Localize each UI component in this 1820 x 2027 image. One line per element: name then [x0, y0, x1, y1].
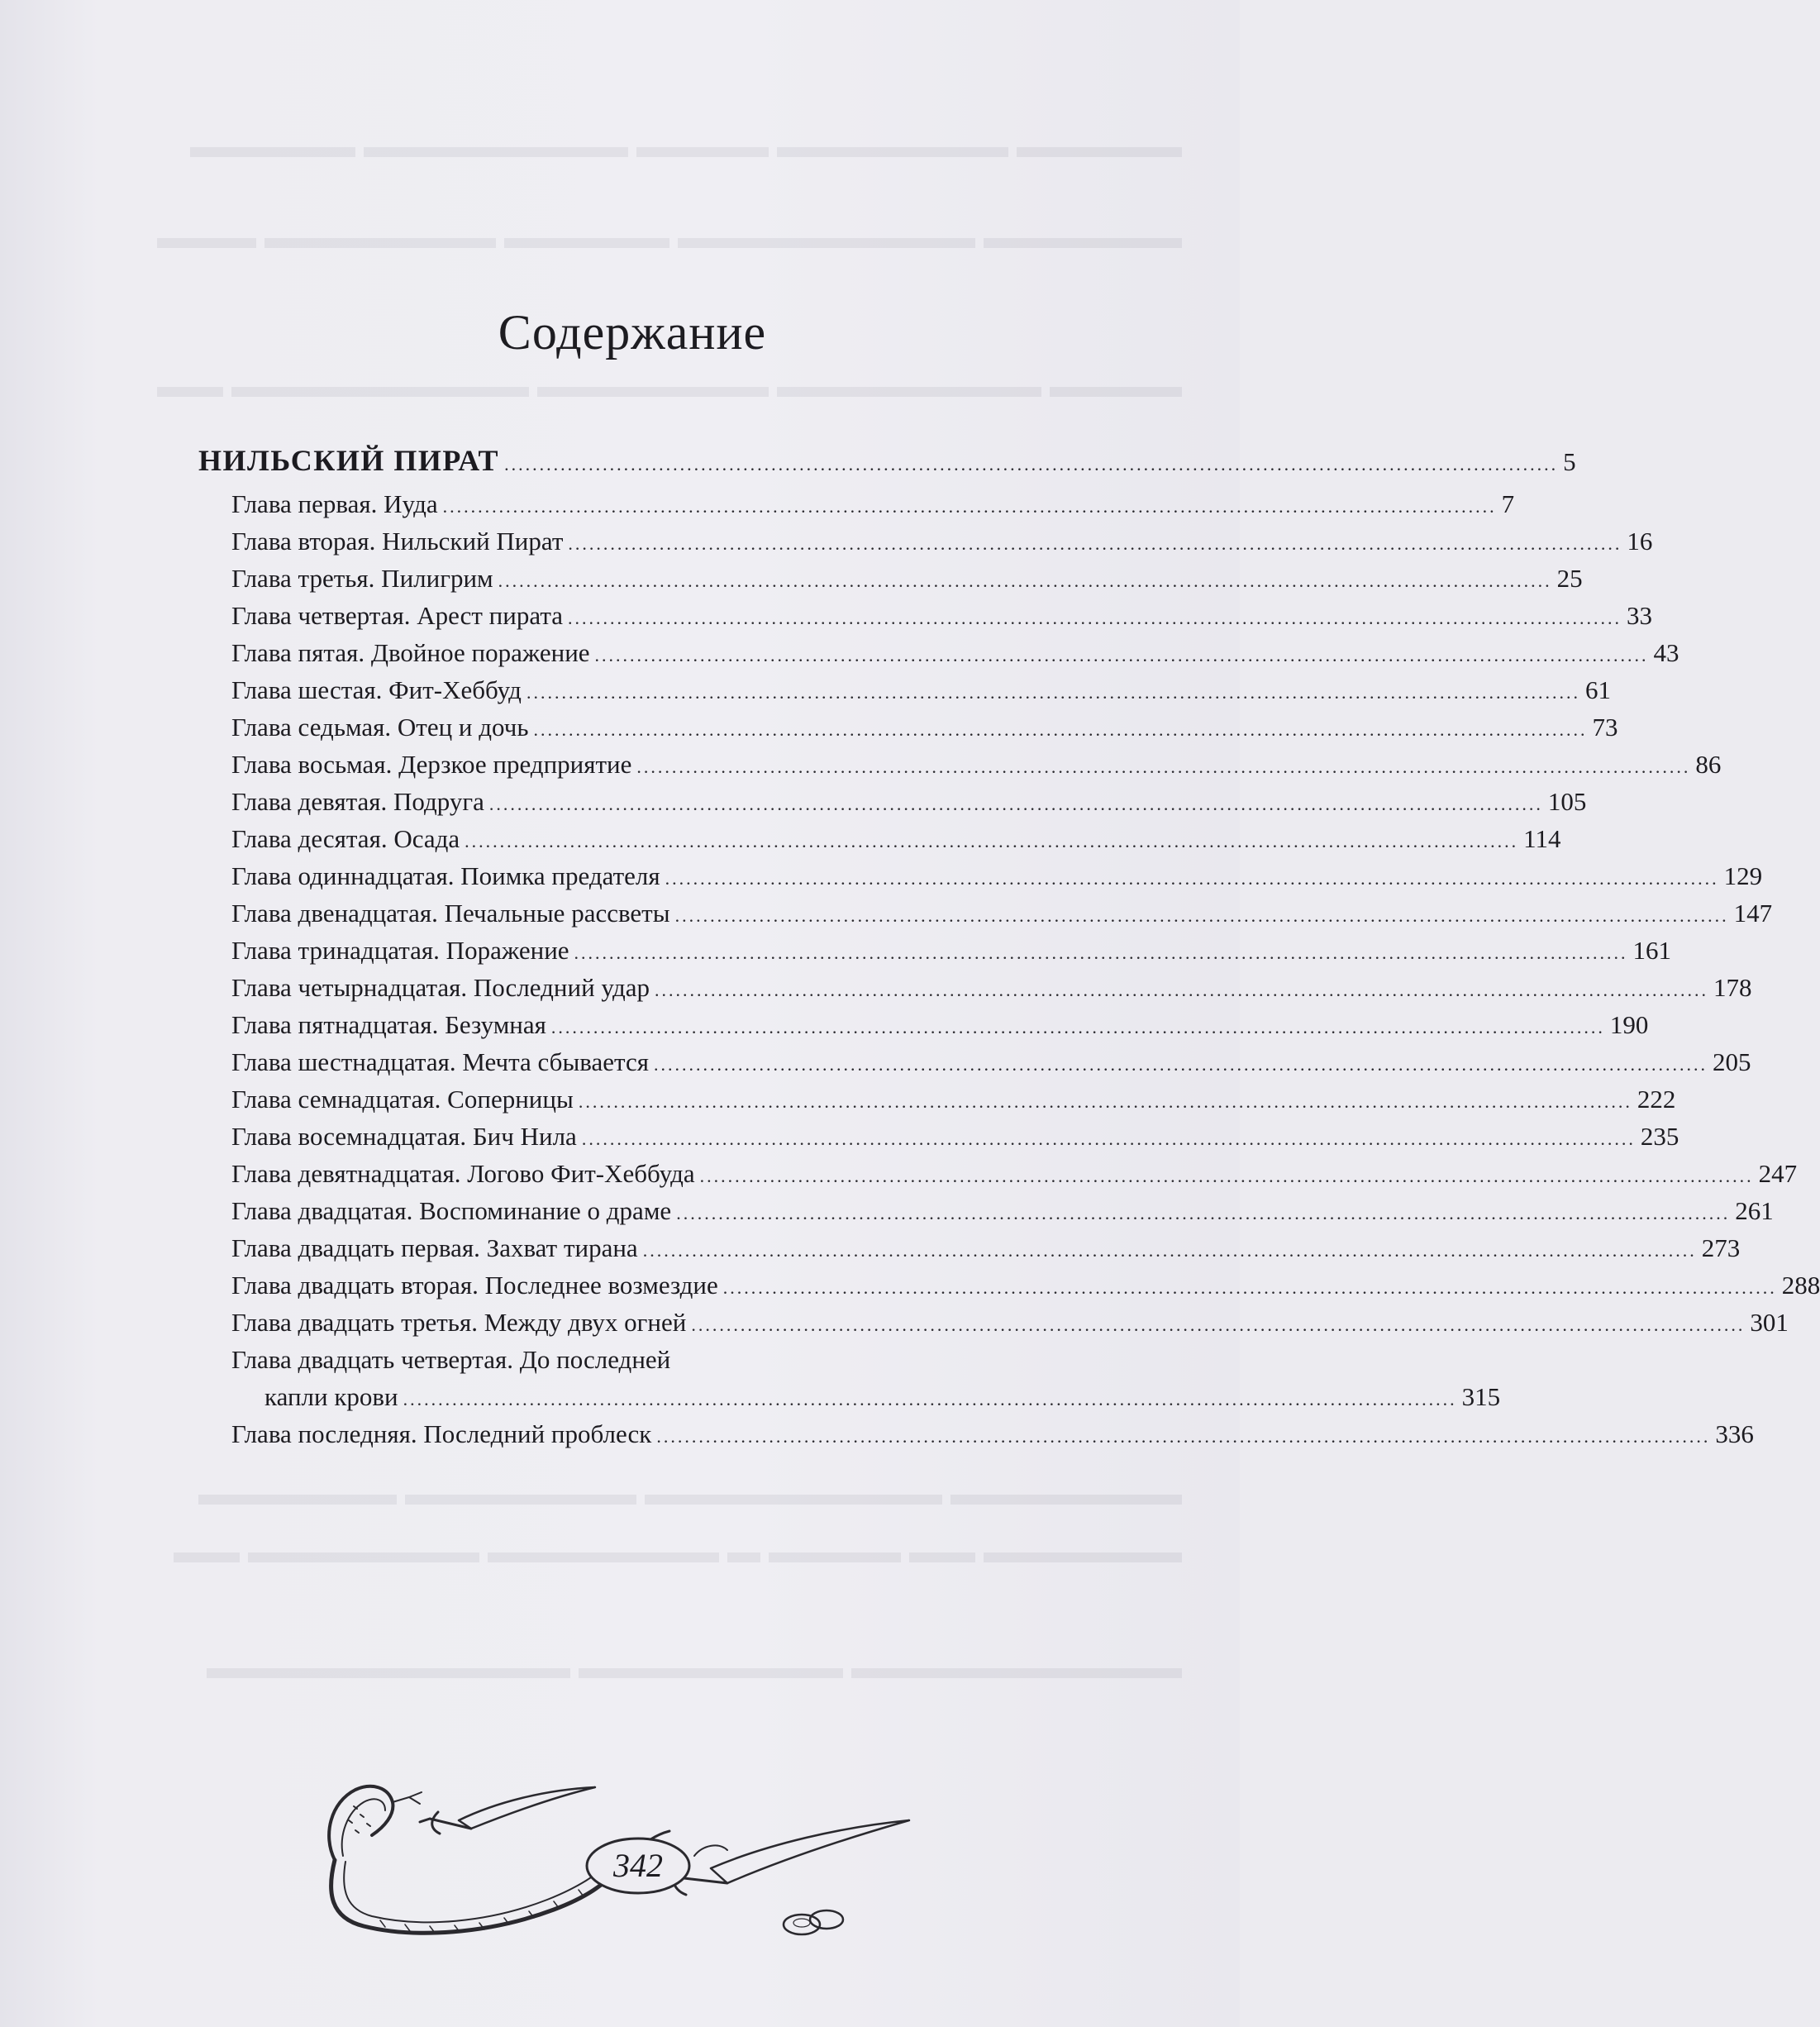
chapter-title: Глава десятая. Осада — [231, 824, 460, 853]
dot-leader: ...................................................................................................................................................... — [465, 831, 1519, 851]
page-number: 61 — [1584, 675, 1611, 704]
chapter-title: Глава пятая. Двойное поражение — [231, 638, 590, 667]
dot-leader: ...................................................................................................................................................... — [533, 719, 1588, 740]
page-number: 129 — [1723, 861, 1763, 890]
chapter-title: Глава двадцать вторая. Последнее возмездие — [231, 1271, 718, 1300]
dot-leader: ...................................................................................................................................................... — [568, 608, 1622, 628]
page-number: 33 — [1627, 601, 1653, 630]
dot-leader: ...................................................................................................................................................... — [550, 1017, 1605, 1037]
chapter-title: Глава двенадцатая. Печальные рассветы — [231, 899, 670, 928]
page-number: 7 — [1501, 489, 1515, 518]
toc-entry[interactable] — [231, 1047, 1751, 1085]
dot-leader: ...................................................................................................................................................... — [568, 533, 1622, 554]
chapter-title: Глава двадцать первая. Захват тирана — [231, 1233, 638, 1262]
toc-entry[interactable] — [231, 1271, 1820, 1308]
toc-part-entry[interactable] — [198, 443, 1576, 489]
dot-leader: ...................................................................................................................................................... — [498, 570, 1552, 591]
page-number: 5 — [1563, 447, 1576, 476]
page-number: 336 — [1715, 1419, 1754, 1448]
chapter-title: Глава пятнадцатая. Безумная — [231, 1010, 546, 1039]
dot-leader: ...................................................................................................................................................... — [581, 1128, 1636, 1149]
page-title: Содержание — [498, 305, 767, 360]
dot-leader: ...................................................................................................................................................... — [526, 682, 1580, 703]
page-number: 161 — [1632, 936, 1672, 965]
page-number-folio: 342 — [613, 1847, 663, 1884]
chapter-list — [198, 489, 1820, 1345]
toc-entry[interactable] — [231, 601, 1653, 638]
dot-leader: ...................................................................................................................................................... — [578, 1091, 1632, 1112]
page-number: 273 — [1701, 1233, 1741, 1262]
toc-entry[interactable] — [231, 861, 1763, 899]
page-number: 222 — [1637, 1085, 1676, 1114]
dot-leader: ...................................................................................................................................................... — [691, 1314, 1746, 1335]
toc-entry[interactable] — [231, 899, 1773, 936]
page-number: 114 — [1523, 824, 1561, 853]
chapter-title: Глава семнадцатая. Соперницы — [231, 1085, 574, 1114]
dot-leader: ...................................................................................................................................................... — [674, 905, 1729, 926]
page-number: 247 — [1758, 1159, 1798, 1188]
page-number: 235 — [1640, 1122, 1679, 1151]
toc-entry[interactable] — [231, 1159, 1798, 1196]
dot-leader: ...................................................................................................................................................... — [655, 980, 1709, 1000]
dot-leader: ...................................................................................................................................................... — [722, 1277, 1777, 1298]
show-through-text: ▬▬▬▬▬▬ ▬▬ ▬▬▬▬ ▬ ▬▬▬▬▬▬▬ ▬▬▬▬▬▬▬ ▬▬ — [174, 1533, 1182, 1570]
dot-leader: ...................................................................................................................................................... — [442, 496, 1497, 517]
page-number: 315 — [1461, 1382, 1501, 1411]
toc-entry[interactable] — [231, 787, 1587, 824]
dot-leader: ...................................................................................................................................................... — [636, 756, 1691, 777]
chapter-title: Глава восемнадцатая. Бич Нила — [231, 1122, 577, 1151]
toc-entry[interactable] — [231, 489, 1515, 527]
toc-entry[interactable] — [231, 824, 1561, 861]
chapter-title: Глава двадцать третья. Между двух огней — [231, 1308, 687, 1337]
chapter-title: Глава шестая. Фит-Хеббуд — [231, 675, 522, 704]
page-number: 147 — [1733, 899, 1773, 928]
dot-leader: ...................................................................................................................................................... — [594, 645, 1649, 665]
page-number: 86 — [1695, 750, 1722, 779]
chapter-title: Глава последняя. Последний проблеск — [231, 1419, 652, 1448]
chapter-title-continuation: капли крови — [264, 1382, 398, 1411]
chapter-title: Глава одиннадцатая. Поимка предателя — [231, 861, 660, 890]
toc-entry[interactable] — [231, 638, 1679, 675]
chapter-title: Глава шестнадцатая. Мечта сбывается — [231, 1047, 649, 1076]
toc-entry[interactable] — [231, 973, 1752, 1010]
toc-entry[interactable] — [231, 527, 1653, 564]
toc-entry[interactable] — [231, 1233, 1741, 1271]
chapter-title: Глава девятая. Подруга — [231, 787, 484, 816]
page-number: 73 — [1592, 713, 1618, 742]
toc-entry[interactable] — [231, 936, 1672, 973]
show-through-text: ▬▬▬▬ ▬▬▬▬▬▬▬▬ ▬▬▬▬▬▬▬ ▬▬▬▬▬▬▬▬▬ ▬▬ — [157, 367, 1182, 404]
page-number: 43 — [1653, 638, 1679, 667]
dot-leader: ...................................................................................................................................................... — [665, 868, 1719, 889]
toc-entry[interactable] — [231, 1010, 1649, 1047]
page-number: 25 — [1556, 564, 1583, 593]
page-number: 301 — [1750, 1308, 1789, 1337]
toc-entry[interactable] — [231, 675, 1611, 713]
dot-leader: ...................................................................................................................................................... — [676, 1203, 1731, 1223]
chapter-title: Глава девятнадцатая. Логово Фит-Хеббуда — [231, 1159, 695, 1188]
page-number: 261 — [1735, 1196, 1774, 1225]
page-number: 178 — [1713, 973, 1752, 1002]
chapter-title: Глава четвертая. Арест пирата — [231, 601, 564, 630]
toc-entry[interactable] — [231, 1122, 1679, 1159]
chapter-title: Глава тринадцатая. Поражение — [231, 936, 569, 965]
dot-leader: ...................................................................................................................................................... — [504, 454, 1559, 475]
chapter-title: Глава двадцатая. Воспоминание о драме — [231, 1196, 672, 1225]
show-through-text: ▬▬▬▬▬▬ ▬▬▬▬▬▬▬▬▬ ▬▬▬▬▬ ▬▬▬▬▬▬▬ ▬▬▬ — [157, 218, 1182, 255]
toc-entry[interactable] — [231, 1196, 1774, 1233]
chapter-title: Глава восьмая. Дерзкое предприятие — [231, 750, 632, 779]
part-title: НИЛЬСКИЙ ПИРАТ — [198, 444, 500, 477]
toc-entry[interactable] — [231, 1085, 1676, 1122]
page-number: 288 — [1781, 1271, 1820, 1300]
show-through-text: ▬▬▬▬▬▬▬ ▬▬▬▬▬▬▬▬▬ ▬▬▬▬▬▬▬ ▬▬▬▬▬▬ — [198, 1475, 1182, 1512]
table-of-contents — [198, 443, 1820, 1457]
toc-entry[interactable] — [231, 564, 1583, 601]
dot-leader: ...................................................................................................................................................... — [574, 942, 1628, 963]
dot-leader: ...................................................................................................................................................... — [653, 1054, 1708, 1075]
toc-entry-line1[interactable]: Глава двадцать четвертая. До последней — [231, 1345, 671, 1374]
toc-entry[interactable] — [231, 750, 1722, 787]
toc-entry[interactable] — [231, 713, 1618, 750]
chapter-title: Глава четырнадцатая. Последний удар — [231, 973, 650, 1002]
dot-leader: ...................................................................................................................................................... — [699, 1166, 1754, 1186]
dot-leader: ...................................................................................................................................................... — [403, 1389, 1457, 1409]
dot-leader: ...................................................................................................................................................... — [642, 1240, 1697, 1261]
chapter-title: Глава седьмая. Отец и дочь — [231, 713, 529, 742]
toc-entry-line2[interactable] — [264, 1382, 1501, 1419]
page-number: 190 — [1609, 1010, 1649, 1039]
dot-leader: ...................................................................................................................................................... — [656, 1426, 1711, 1447]
page-number: 205 — [1712, 1047, 1751, 1076]
page-number: 16 — [1627, 527, 1653, 556]
dot-leader: ...................................................................................................................................................... — [488, 794, 1543, 814]
show-through-text: ▬▬▬▬▬ ▬▬▬▬▬▬▬ ▬▬▬▬ ▬▬▬▬▬▬▬▬ ▬▬▬▬▬ — [190, 127, 1182, 165]
toc-entry[interactable] — [231, 1308, 1789, 1345]
show-through-text: ▬▬▬▬▬▬▬▬▬▬ ▬▬▬▬▬▬▬▬ ▬▬▬▬▬▬▬▬▬▬▬ — [207, 1648, 1182, 1686]
chapter-title: Глава первая. Иуда — [231, 489, 438, 518]
chapter-title: Глава третья. Пилигрим — [231, 564, 493, 593]
page-number: 105 — [1547, 787, 1587, 816]
toc-entry[interactable] — [231, 1419, 1754, 1457]
chapter-title: Глава вторая. Нильский Пират — [231, 527, 564, 556]
